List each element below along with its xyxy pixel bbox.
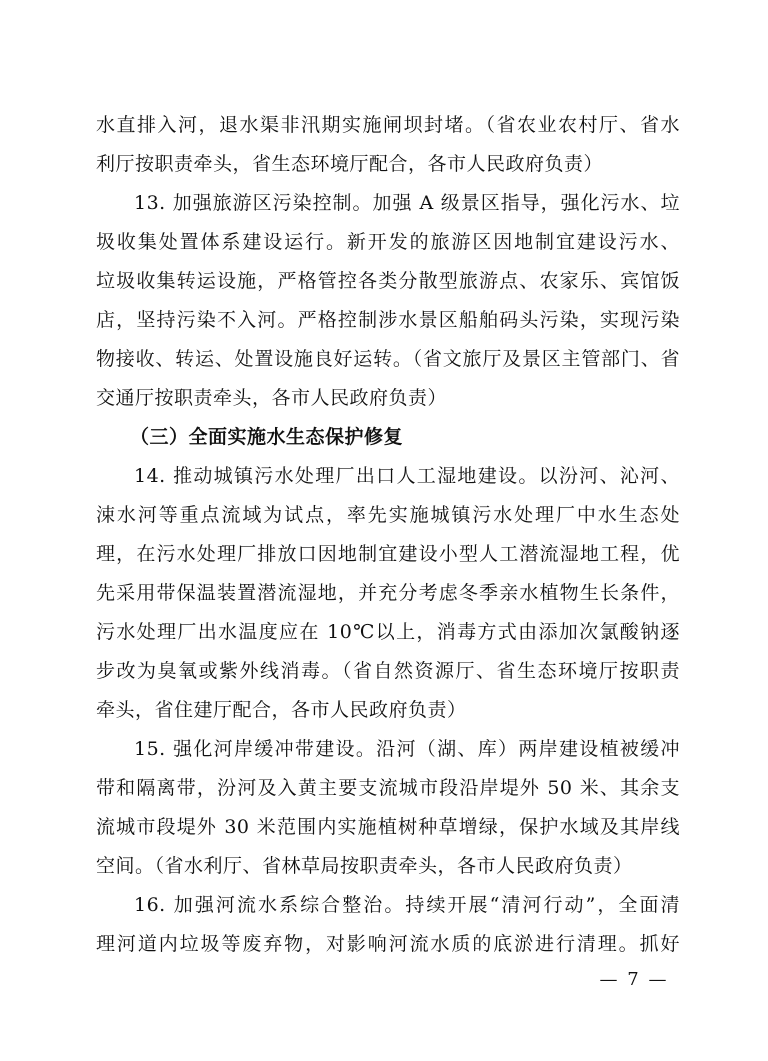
page-number: — 7 — xyxy=(599,969,669,990)
text-line: 理，在污水处理厂排放口因地制宜建设小型人工潜流湿地工程，优 xyxy=(96,543,680,565)
paragraph-13-first-line: 13. 加强旅游区污染控制。加强 A 级景区指导，强化污水、垃 xyxy=(134,192,680,214)
text-line: 交通厅按职责牵头，各市人民政府负责） xyxy=(96,387,448,409)
section-heading: （三）全面实施水生态保护修复 xyxy=(130,426,404,448)
text-line: 空间。（省水利厅、省林草局按职责牵头，各市人民政府负责） xyxy=(96,855,633,877)
text-line: 理河道内垃圾等废弃物，对影响河流水质的底淤进行清理。抓好 xyxy=(96,933,680,955)
text-line: 垃圾收集转运设施，严格管控各类分散型旅游点、农家乐、宾馆饭 xyxy=(96,270,680,292)
text-line: 物接收、转运、处置设施良好运转。（省文旅厅及景区主管部门、省 xyxy=(96,348,680,370)
paragraph-15-first-line: 15. 强化河岸缓冲带建设。沿河（湖、库）两岸建设植被缓冲 xyxy=(134,738,680,760)
text-line: 水直排入河，退水渠非汛期实施闸坝封堵。（省农业农村厅、省水 xyxy=(96,114,680,136)
paragraph-14-first-line: 14. 推动城镇污水处理厂出口人工湿地建设。以汾河、沁河、 xyxy=(134,465,680,487)
text-line: 步改为臭氧或紫外线消毒。（省自然资源厅、省生态环境厅按职责 xyxy=(96,660,680,682)
paragraph-16-first-line: 16. 加强河流水系综合整治。持续开展“清河行动”，全面清 xyxy=(134,894,680,916)
text-line: 圾收集处置体系建设运行。新开发的旅游区因地制宜建设污水、 xyxy=(96,231,680,253)
text-line: 带和隔离带，汾河及入黄主要支流城市段沿岸堤外 50 米、其余支 xyxy=(96,777,680,799)
text-line: 利厅按职责牵头，省生态环境厅配合，各市人民政府负责） xyxy=(96,153,604,175)
text-line: 牵头，省住建厅配合，各市人民政府负责） xyxy=(96,699,467,721)
text-line: 流城市段堤外 30 米范围内实施植树种草增绿，保护水域及其岸线 xyxy=(96,816,680,838)
text-line: 先采用带保温装置潜流湿地，并充分考虑冬季亲水植物生长条件， xyxy=(96,582,680,604)
text-line: 店，坚持污染不入河。严格控制涉水景区船舶码头污染，实现污染 xyxy=(96,309,680,331)
text-line: 污水处理厂出水温度应在 10℃以上，消毒方式由添加次氯酸钠逐 xyxy=(96,621,680,643)
text-line: 涑水河等重点流域为试点，率先实施城镇污水处理厂中水生态处 xyxy=(96,504,680,526)
